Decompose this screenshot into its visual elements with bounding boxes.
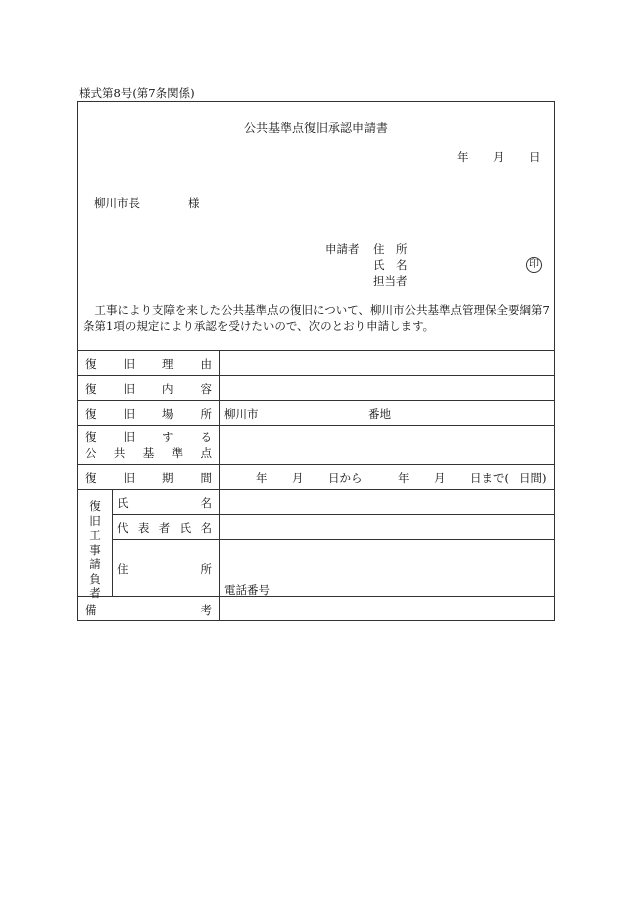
reason-label: 復 旧 理 由 [85,357,212,371]
row-divider [112,514,554,515]
location-city: 柳川市 [224,407,259,421]
remarks-label: 備 考 [85,603,212,617]
points-label-line1: 復 旧 す る [85,430,212,444]
addressee-honorific: 様 [188,196,200,210]
date-year: 年 [457,150,469,164]
location-label: 復 旧 場 所 [85,407,212,421]
points-label-line2: 公 共 基 準 点 [85,446,212,460]
form-title: 公共基準点復旧承認申請書 [243,121,388,135]
applicant-label: 申請者 [325,242,360,256]
period-total-days: 日間) [519,471,547,485]
form-code: 様式第8号(第7条関係) [79,86,195,100]
group-divider [112,489,113,596]
contractor-name-label: 氏 名 [117,496,212,510]
period-start-month: 月 [292,471,304,485]
date-day: 日 [529,150,541,164]
period-start-day: 日から [328,471,363,485]
row-divider [78,400,554,401]
contractor-phone-label: 電話番号 [224,583,270,597]
location-banchi: 番地 [368,407,391,421]
contractor-group-label: 復 旧 工 事 請 負 者 [89,499,101,600]
applicant-contact-label: 担当者 [373,274,408,288]
row-divider [78,489,554,490]
date-month: 月 [493,150,505,164]
content-label: 復 旧 内 容 [85,382,212,396]
row-divider [78,464,554,465]
application-form [77,101,555,621]
contractor-address-label: 住 所 [117,562,212,576]
addressee-name: 柳川市長 [94,196,140,210]
intro-paragraph: 工事により支障を来した公共基準点の復旧について、柳川市公共基準点管理保全要綱第7条第1項の規定により承認を受けたいので、次のとおり申請します。 [83,303,550,333]
period-end-month: 月 [434,471,446,485]
period-label: 復 旧 期 間 [85,471,212,485]
applicant-address-label: 住 所 [373,242,408,256]
applicant-name-label: 氏 名 [373,258,408,272]
seal-mark: 印 [526,257,542,273]
table-top-border [78,350,554,351]
row-divider [78,375,554,376]
contractor-representative-label: 代 表 者 氏 名 [117,521,212,535]
row-divider [78,596,554,597]
period-end-day: 日まで( [470,471,509,485]
row-divider [112,539,554,540]
period-start-year: 年 [256,471,268,485]
column-divider [219,350,220,620]
period-end-year: 年 [398,471,410,485]
row-divider [78,425,554,426]
